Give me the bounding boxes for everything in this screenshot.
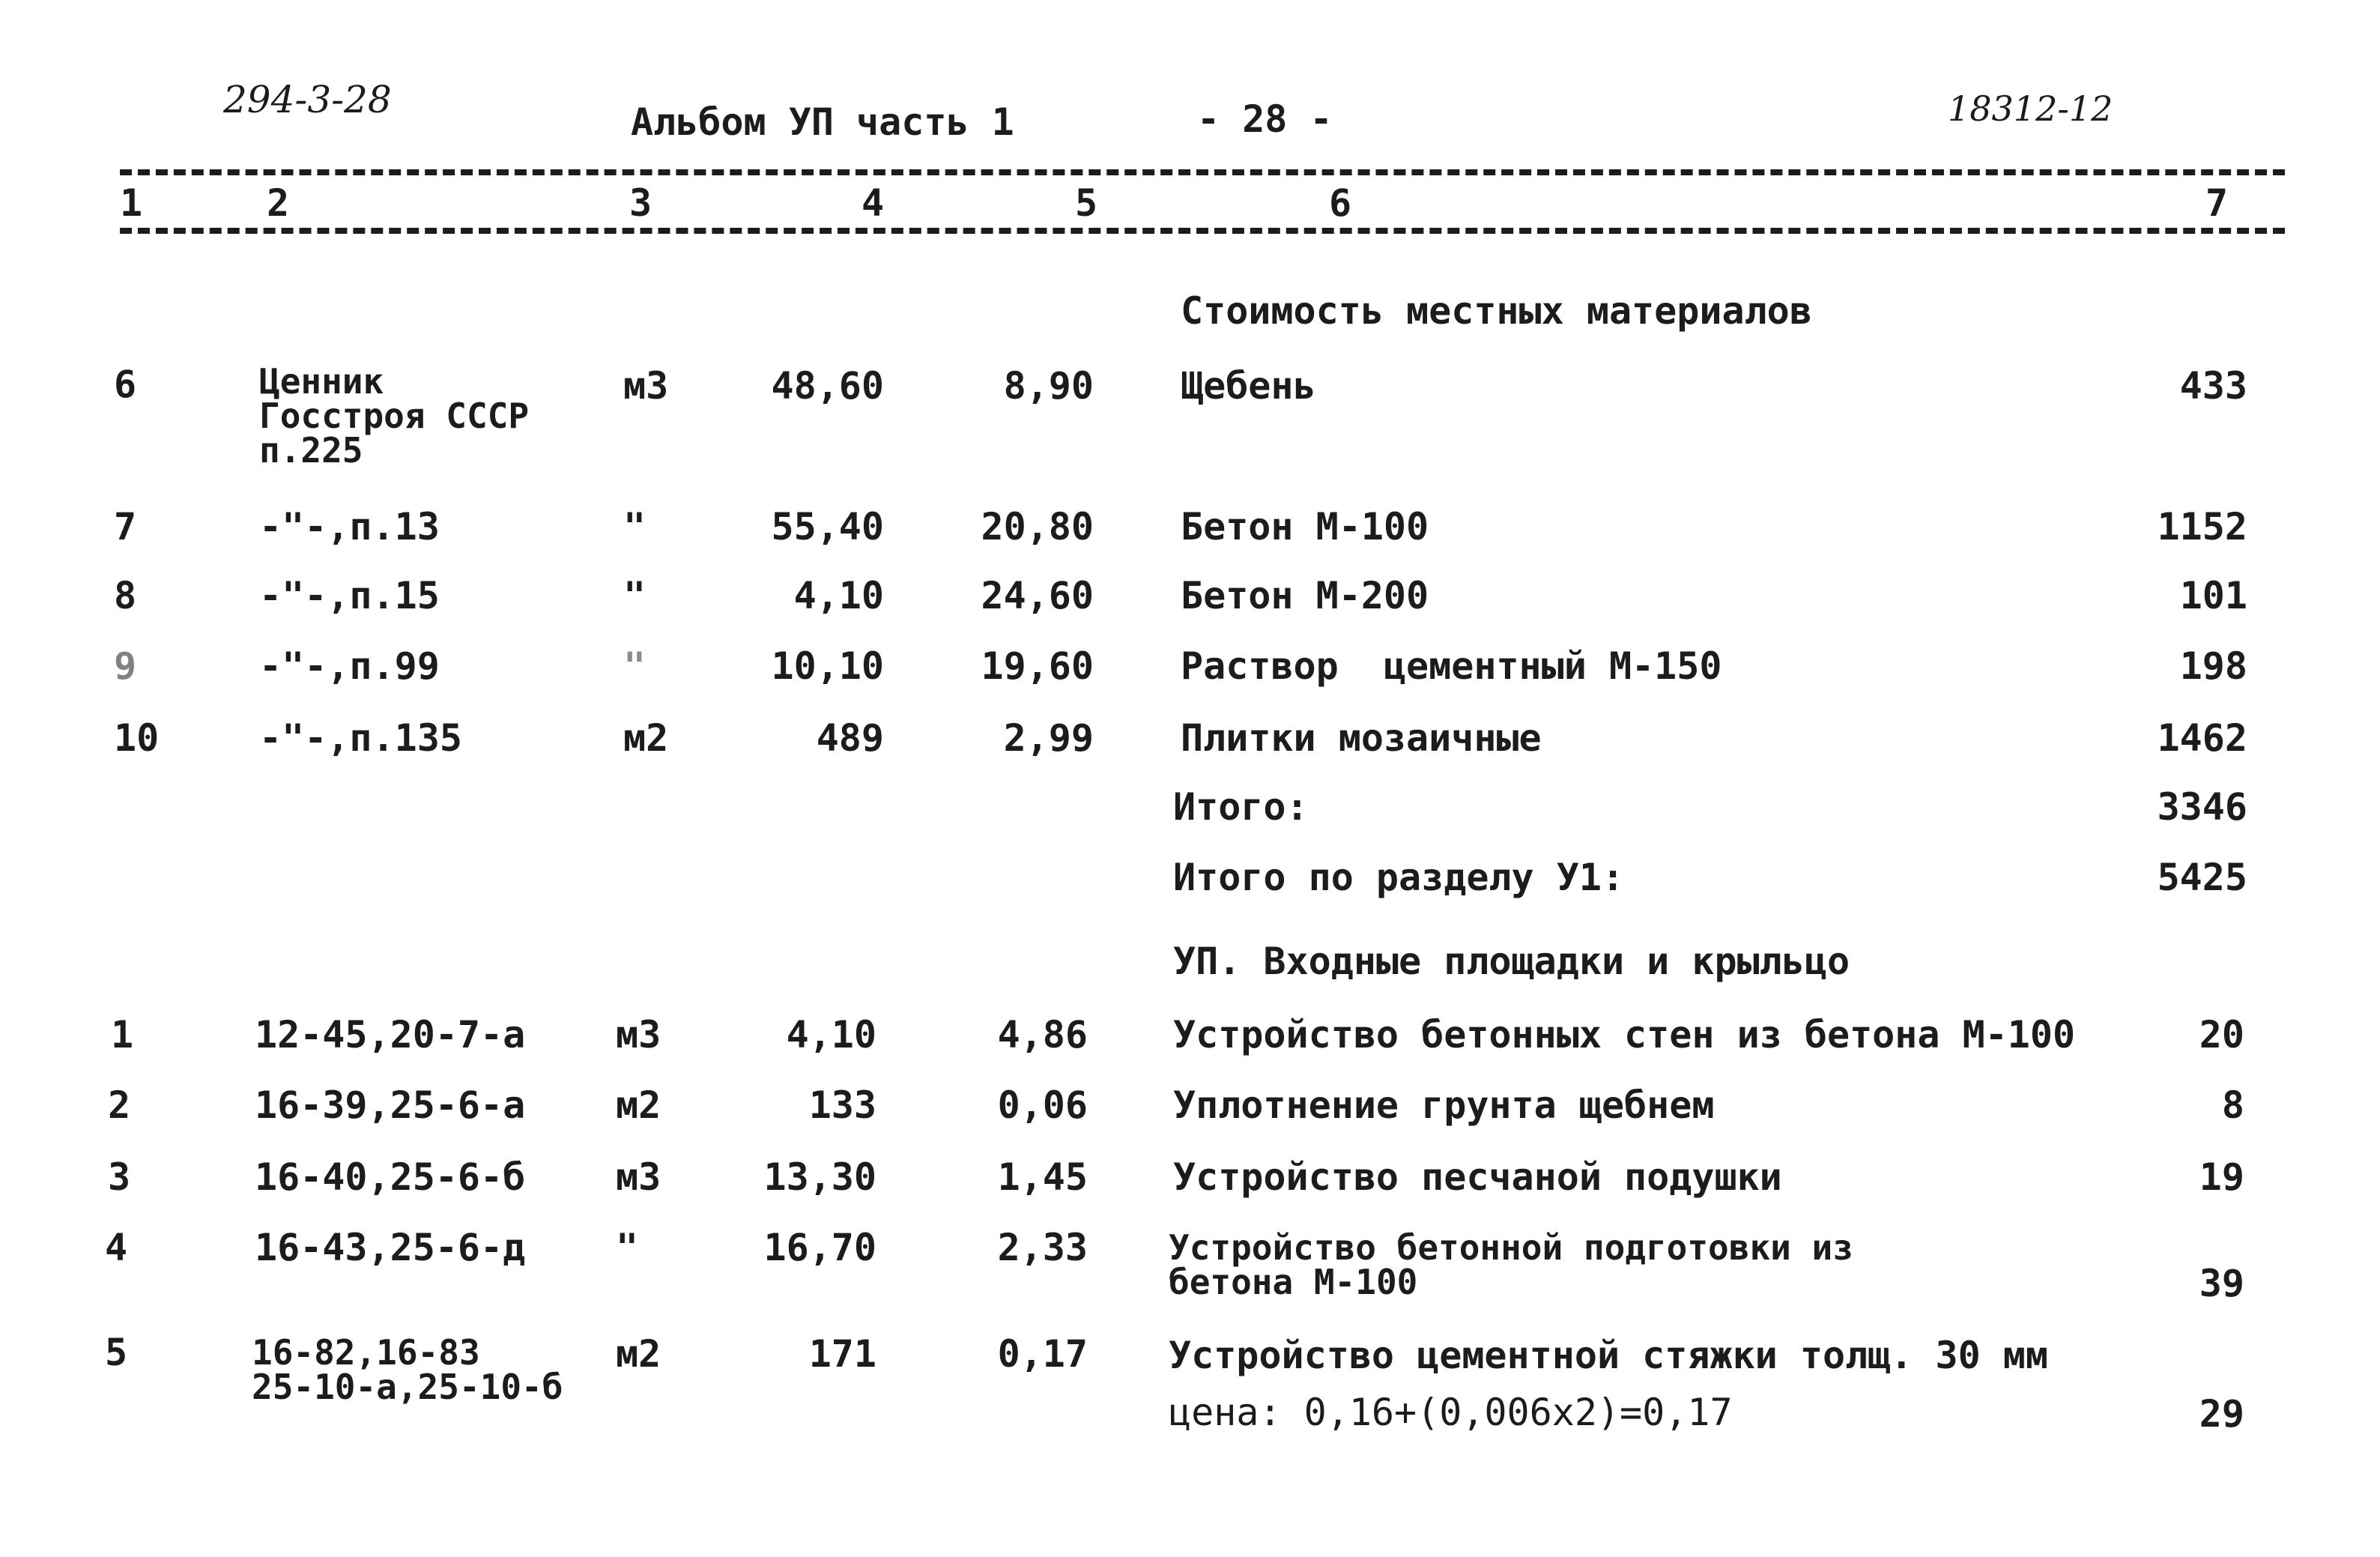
row-number: 10 bbox=[114, 716, 160, 760]
row-description: Бетон М-100 bbox=[1181, 505, 1429, 548]
column-number-7: 7 bbox=[2205, 181, 2229, 225]
column-number-6: 6 bbox=[1329, 181, 1352, 225]
row-price-note: цена: 0,16+(0,006х2)=0,17 bbox=[1169, 1391, 1733, 1434]
row-total: 39 bbox=[2199, 1262, 2244, 1305]
row-reference: 16-39,25-6-а bbox=[255, 1083, 526, 1127]
row-reference: Ценник Госстроя СССР п.225 bbox=[259, 361, 530, 471]
row-description: Щебень bbox=[1181, 364, 1316, 408]
header-rule-top bbox=[120, 169, 2285, 175]
page-number: - 28 - bbox=[1197, 97, 1333, 141]
handwritten-doc-code: 294-3-28 bbox=[223, 78, 392, 121]
section-total-value: 5425 bbox=[2157, 856, 2247, 899]
row-total: 8 bbox=[2221, 1083, 2244, 1127]
row-unit: м3 bbox=[616, 1155, 661, 1199]
row-quantity: 10,10 bbox=[771, 644, 884, 688]
row-description: Устройство бетонной подготовки из бетона М-100 bbox=[1169, 1227, 1853, 1302]
subtotal-label: Итого: bbox=[1173, 785, 1309, 829]
row-total: 20 bbox=[2199, 1013, 2244, 1056]
row-total: 198 bbox=[2179, 644, 2247, 688]
row-unit: м3 bbox=[623, 364, 669, 408]
column-number-1: 1 bbox=[120, 181, 143, 225]
row-quantity: 13,30 bbox=[763, 1155, 876, 1199]
row-number: 5 bbox=[105, 1331, 128, 1374]
row-unit: " bbox=[623, 574, 647, 617]
row-unit-price: 0,06 bbox=[997, 1083, 1088, 1127]
row-unit-price: 8,90 bbox=[1003, 364, 1094, 408]
row-unit: " bbox=[623, 505, 647, 548]
row-unit-price: 0,17 bbox=[997, 1332, 1088, 1376]
row-number: 2 bbox=[108, 1083, 131, 1127]
row-quantity: 4,10 bbox=[793, 574, 884, 617]
row-number: 1 bbox=[111, 1013, 134, 1056]
subtotal-value: 3346 bbox=[2157, 785, 2247, 829]
row-number: 3 bbox=[108, 1155, 131, 1199]
section-total-label: Итого по разделу У1: bbox=[1173, 856, 1625, 899]
row-reference: -"-,п.135 bbox=[259, 716, 462, 760]
row-number: 8 bbox=[114, 574, 137, 617]
row-total: 29 bbox=[2199, 1392, 2244, 1436]
row-quantity: 16,70 bbox=[763, 1226, 876, 1269]
album-title: Альбом УП часть 1 bbox=[631, 100, 1014, 144]
row-unit-price: 2,33 bbox=[997, 1226, 1088, 1269]
column-number-3: 3 bbox=[629, 181, 652, 225]
row-number: 6 bbox=[114, 363, 137, 406]
row-description: Устройство песчаной подушки bbox=[1173, 1155, 1782, 1199]
row-reference: -"-,п.13 bbox=[259, 505, 440, 548]
row-total: 19 bbox=[2199, 1155, 2244, 1199]
row-quantity: 48,60 bbox=[771, 364, 884, 408]
row-unit-price: 2,99 bbox=[1003, 716, 1094, 760]
row-quantity: 4,10 bbox=[786, 1013, 876, 1056]
row-description: Устройство бетонных стен из бетона М-100 bbox=[1173, 1013, 2076, 1056]
section-subtitle: Стоимость местных материалов bbox=[1181, 289, 1812, 333]
row-description: Плитки мозаичные bbox=[1181, 716, 1542, 760]
row-reference: 16-43,25-6-д bbox=[255, 1226, 526, 1269]
row-unit-price: 20,80 bbox=[981, 505, 1094, 548]
row-unit: м2 bbox=[616, 1083, 661, 1127]
row-unit: " bbox=[616, 1226, 639, 1269]
row-description: Уплотнение грунта щебнем bbox=[1173, 1083, 1715, 1127]
row-number: 4 bbox=[105, 1226, 128, 1269]
row-unit-price: 19,60 bbox=[981, 644, 1094, 688]
column-number-4: 4 bbox=[862, 181, 885, 225]
row-reference: -"-,п.15 bbox=[259, 574, 440, 617]
row-unit-price: 1,45 bbox=[997, 1155, 1088, 1199]
row-unit-price: 24,60 bbox=[981, 574, 1094, 617]
row-total: 433 bbox=[2179, 364, 2247, 408]
row-total: 1152 bbox=[2157, 505, 2247, 548]
row-reference: 16-40,25-6-б bbox=[255, 1155, 526, 1199]
row-description: Бетон М-200 bbox=[1181, 574, 1429, 617]
section-title: УП. Входные площадки и крыльцо bbox=[1173, 940, 1850, 983]
row-unit: м3 bbox=[616, 1013, 661, 1056]
row-unit-price: 4,86 bbox=[997, 1013, 1088, 1056]
row-quantity: 133 bbox=[808, 1083, 876, 1127]
row-quantity: 489 bbox=[816, 716, 884, 760]
row-total: 101 bbox=[2179, 574, 2247, 617]
row-quantity: 55,40 bbox=[771, 505, 884, 548]
row-number: 9 bbox=[114, 644, 137, 688]
row-unit: " bbox=[623, 644, 647, 688]
row-reference: -"-,п.99 bbox=[259, 644, 440, 688]
row-description: Устройство цементной стяжки толщ. 30 мм bbox=[1169, 1334, 2048, 1377]
row-reference: 16-82,16-83 25-10-а,25-10-б bbox=[252, 1332, 563, 1407]
row-quantity: 171 bbox=[808, 1332, 876, 1376]
column-number-2: 2 bbox=[267, 181, 290, 225]
row-reference: 12-45,20-7-а bbox=[255, 1013, 526, 1056]
row-total: 1462 bbox=[2157, 716, 2247, 760]
row-unit: м2 bbox=[616, 1332, 661, 1376]
row-description: Раствор цементный М-150 bbox=[1181, 644, 1722, 688]
header-rule-bottom bbox=[120, 228, 2285, 234]
row-unit: м2 bbox=[623, 716, 669, 760]
handwritten-inventory-number: 18312-12 bbox=[1948, 88, 2113, 129]
column-number-5: 5 bbox=[1075, 181, 1098, 225]
row-number: 7 bbox=[114, 505, 137, 548]
